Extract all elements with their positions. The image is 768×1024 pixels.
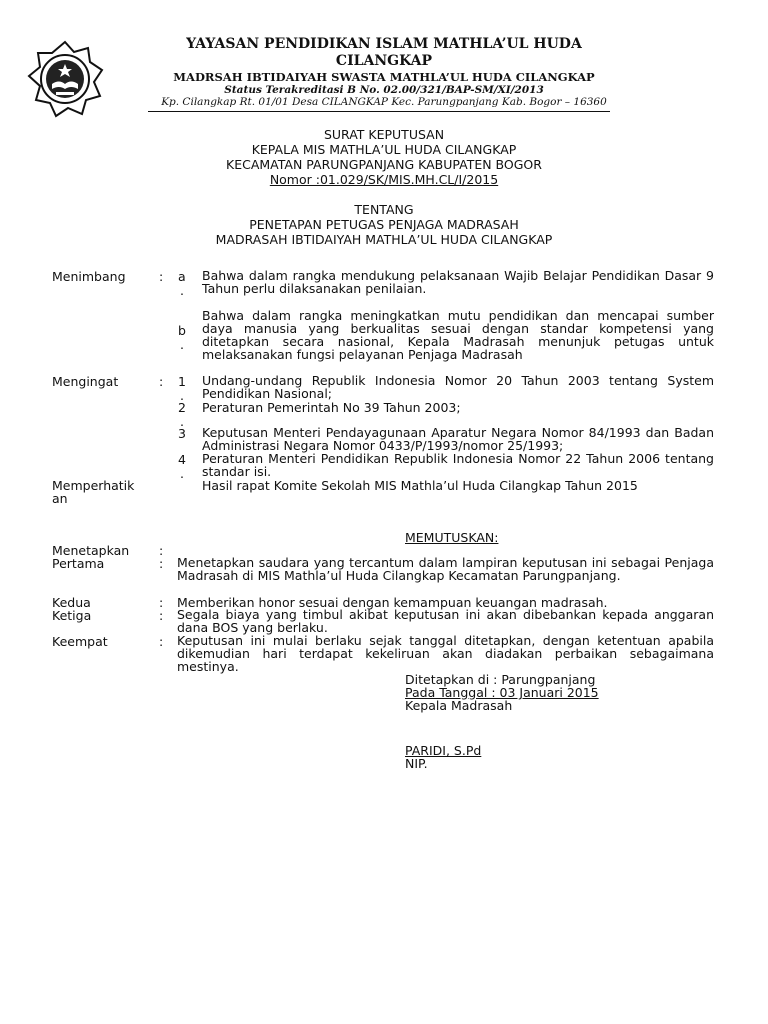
decree-issuer: KEPALA MIS MATHLA’UL HUDA CILANGKAP [251, 142, 517, 157]
letterhead-title-line1: YAYASAN PENDIDIKAN ISLAM MATHLA’UL HUDA [186, 36, 582, 52]
keempat-text: Keputusan ini mulai berlaku sejak tanggal ditetapkan, dengan ketentuan apabila dikemudian hari terdapat kekeliruan akan diadakan perbaikan sebagaimana mestinya. [177, 633, 714, 674]
kedua-text: Memberikan honor sesuai dengan kemampuan keuangan madrasah. [177, 595, 608, 610]
mengingat-1-text: Undang-undang Republik Indonesia Nomor 20 Tahun 2003 tentang System Pendidikan Nasional; [202, 373, 714, 401]
decree-about: TENTANG [354, 202, 414, 217]
menetapkan-label: Menetapkan [52, 543, 130, 558]
ketiga-label: Ketiga [52, 608, 92, 623]
ketiga-text: Segala biaya yang timbul akibat keputusan ini akan dibebankan kepada anggaran dana BOS yang berlaku. [177, 607, 714, 635]
mengingat-4-text: Peraturan Menteri Pendidikan Republik Indonesia Nomor 22 Tahun 2006 tentang standar isi. [202, 451, 714, 479]
menimbang-a-mark: a [178, 269, 186, 284]
letterhead-divider [148, 111, 610, 112]
mengingat-colon: : [159, 374, 164, 389]
signature-place: Ditetapkan di : Parungpanjang [405, 672, 596, 687]
menimbang-b-text: Bahwa dalam rangka meningkatkan mutu pendidikan dan mencapai sumber daya manusia yang berkualitas sesuai dengan standar kompetensi yang ditetapkan secara nasional, Kepala Madrasah menunjuk petugas untuk melaksanakan fungsi pelayanan Penjaga Madrasah [202, 308, 714, 362]
mengingat-4-number: 4 [178, 452, 186, 467]
kedua-colon: : [159, 595, 164, 610]
letterhead-accreditation: Status Terakreditasi B No. 02.00/321/BAP-SM/XI/2013 [224, 84, 544, 96]
mengingat-1-number: 1 [178, 374, 186, 389]
decree-subject-line1: PENETAPAN PETUGAS PENJAGA MADRASAH [249, 217, 519, 232]
signatory-nip: NIP. [405, 756, 428, 771]
letterhead-address: Kp. Cilangkap Rt. 01/01 Desa CILANGKAP Kec. Parungpanjang Kab. Bogor – 16360 [161, 96, 607, 108]
menimbang-colon: : [159, 269, 164, 284]
memperhatikan-label-line1: Memperhatik [52, 478, 135, 493]
kedua-label: Kedua [52, 595, 91, 610]
signatory-name: PARIDI, S.Pd [405, 743, 482, 758]
mengingat-3-number: 3 [178, 426, 186, 441]
pertama-text: Menetapkan saudara yang tercantum dalam lampiran keputusan ini sebagai Penjaga Madrasah di MIS Mathla’ul Huda Cilangkap Kecamatan Parungpanjang. [177, 555, 714, 583]
pertama-colon: : [159, 556, 164, 571]
menimbang-a-text: Bahwa dalam rangka mendukung pelaksanaan Wajib Belajar Pendidikan Dasar 9 Tahun perlu dilaksanakan penilaian. [202, 268, 714, 296]
decree-region: KECAMATAN PARUNGPANJANG KABUPATEN BOGOR [226, 157, 542, 172]
mengingat-2-text: Peraturan Pemerintah No 39 Tahun 2003; [202, 400, 461, 415]
pertama-label: Pertama [52, 556, 105, 571]
menetapkan-colon: : [159, 543, 164, 558]
menimbang-label: Menimbang [52, 269, 126, 284]
decree-number: Nomor :01.029/SK/MIS.MH.CL/I/2015 [269, 172, 499, 187]
menimbang-b-mark: b [178, 323, 186, 338]
menimbang-b-dot: . [180, 337, 184, 352]
mengingat-2-dot: . [180, 414, 184, 429]
memperhatikan-label-line2: an [52, 491, 68, 506]
signature-date: Pada Tanggal : 03 Januari 2015 [405, 685, 599, 700]
keempat-label: Keempat [52, 634, 108, 649]
mengingat-4-dot: . [180, 466, 184, 481]
mengingat-1-dot: . [180, 388, 184, 403]
ministry-logo-emblem [26, 40, 104, 118]
keempat-colon: : [159, 634, 164, 649]
letterhead-school-name: MADRSAH IBTIDAIYAH SWASTA MATHLA’UL HUDA CILANGKAP [173, 70, 595, 84]
ketiga-colon: : [159, 608, 164, 623]
letterhead-title-line2: CILANGKAP [335, 53, 433, 69]
signature-position: Kepala Madrasah [405, 698, 513, 713]
memutuskan-title: MEMUTUSKAN: [405, 530, 499, 545]
decree-title: SURAT KEPUTUSAN [323, 127, 445, 142]
decree-subject-line2: MADRASAH IBTIDAIYAH MATHLA’UL HUDA CILANGKAP [215, 232, 553, 247]
menimbang-a-dot: . [180, 283, 184, 298]
mengingat-3-text: Keputusan Menteri Pendayagunaan Aparatur Negara Nomor 84/1993 dan Badan Administrasi Negara Nomor 0433/P/1993/nomor 25/1993; [202, 425, 714, 453]
memperhatikan-text: Hasil rapat Komite Sekolah MIS Mathla’ul Huda Cilangkap Tahun 2015 [202, 478, 638, 493]
mengingat-label: Mengingat [52, 374, 119, 389]
mengingat-2-number: 2 [178, 400, 186, 415]
